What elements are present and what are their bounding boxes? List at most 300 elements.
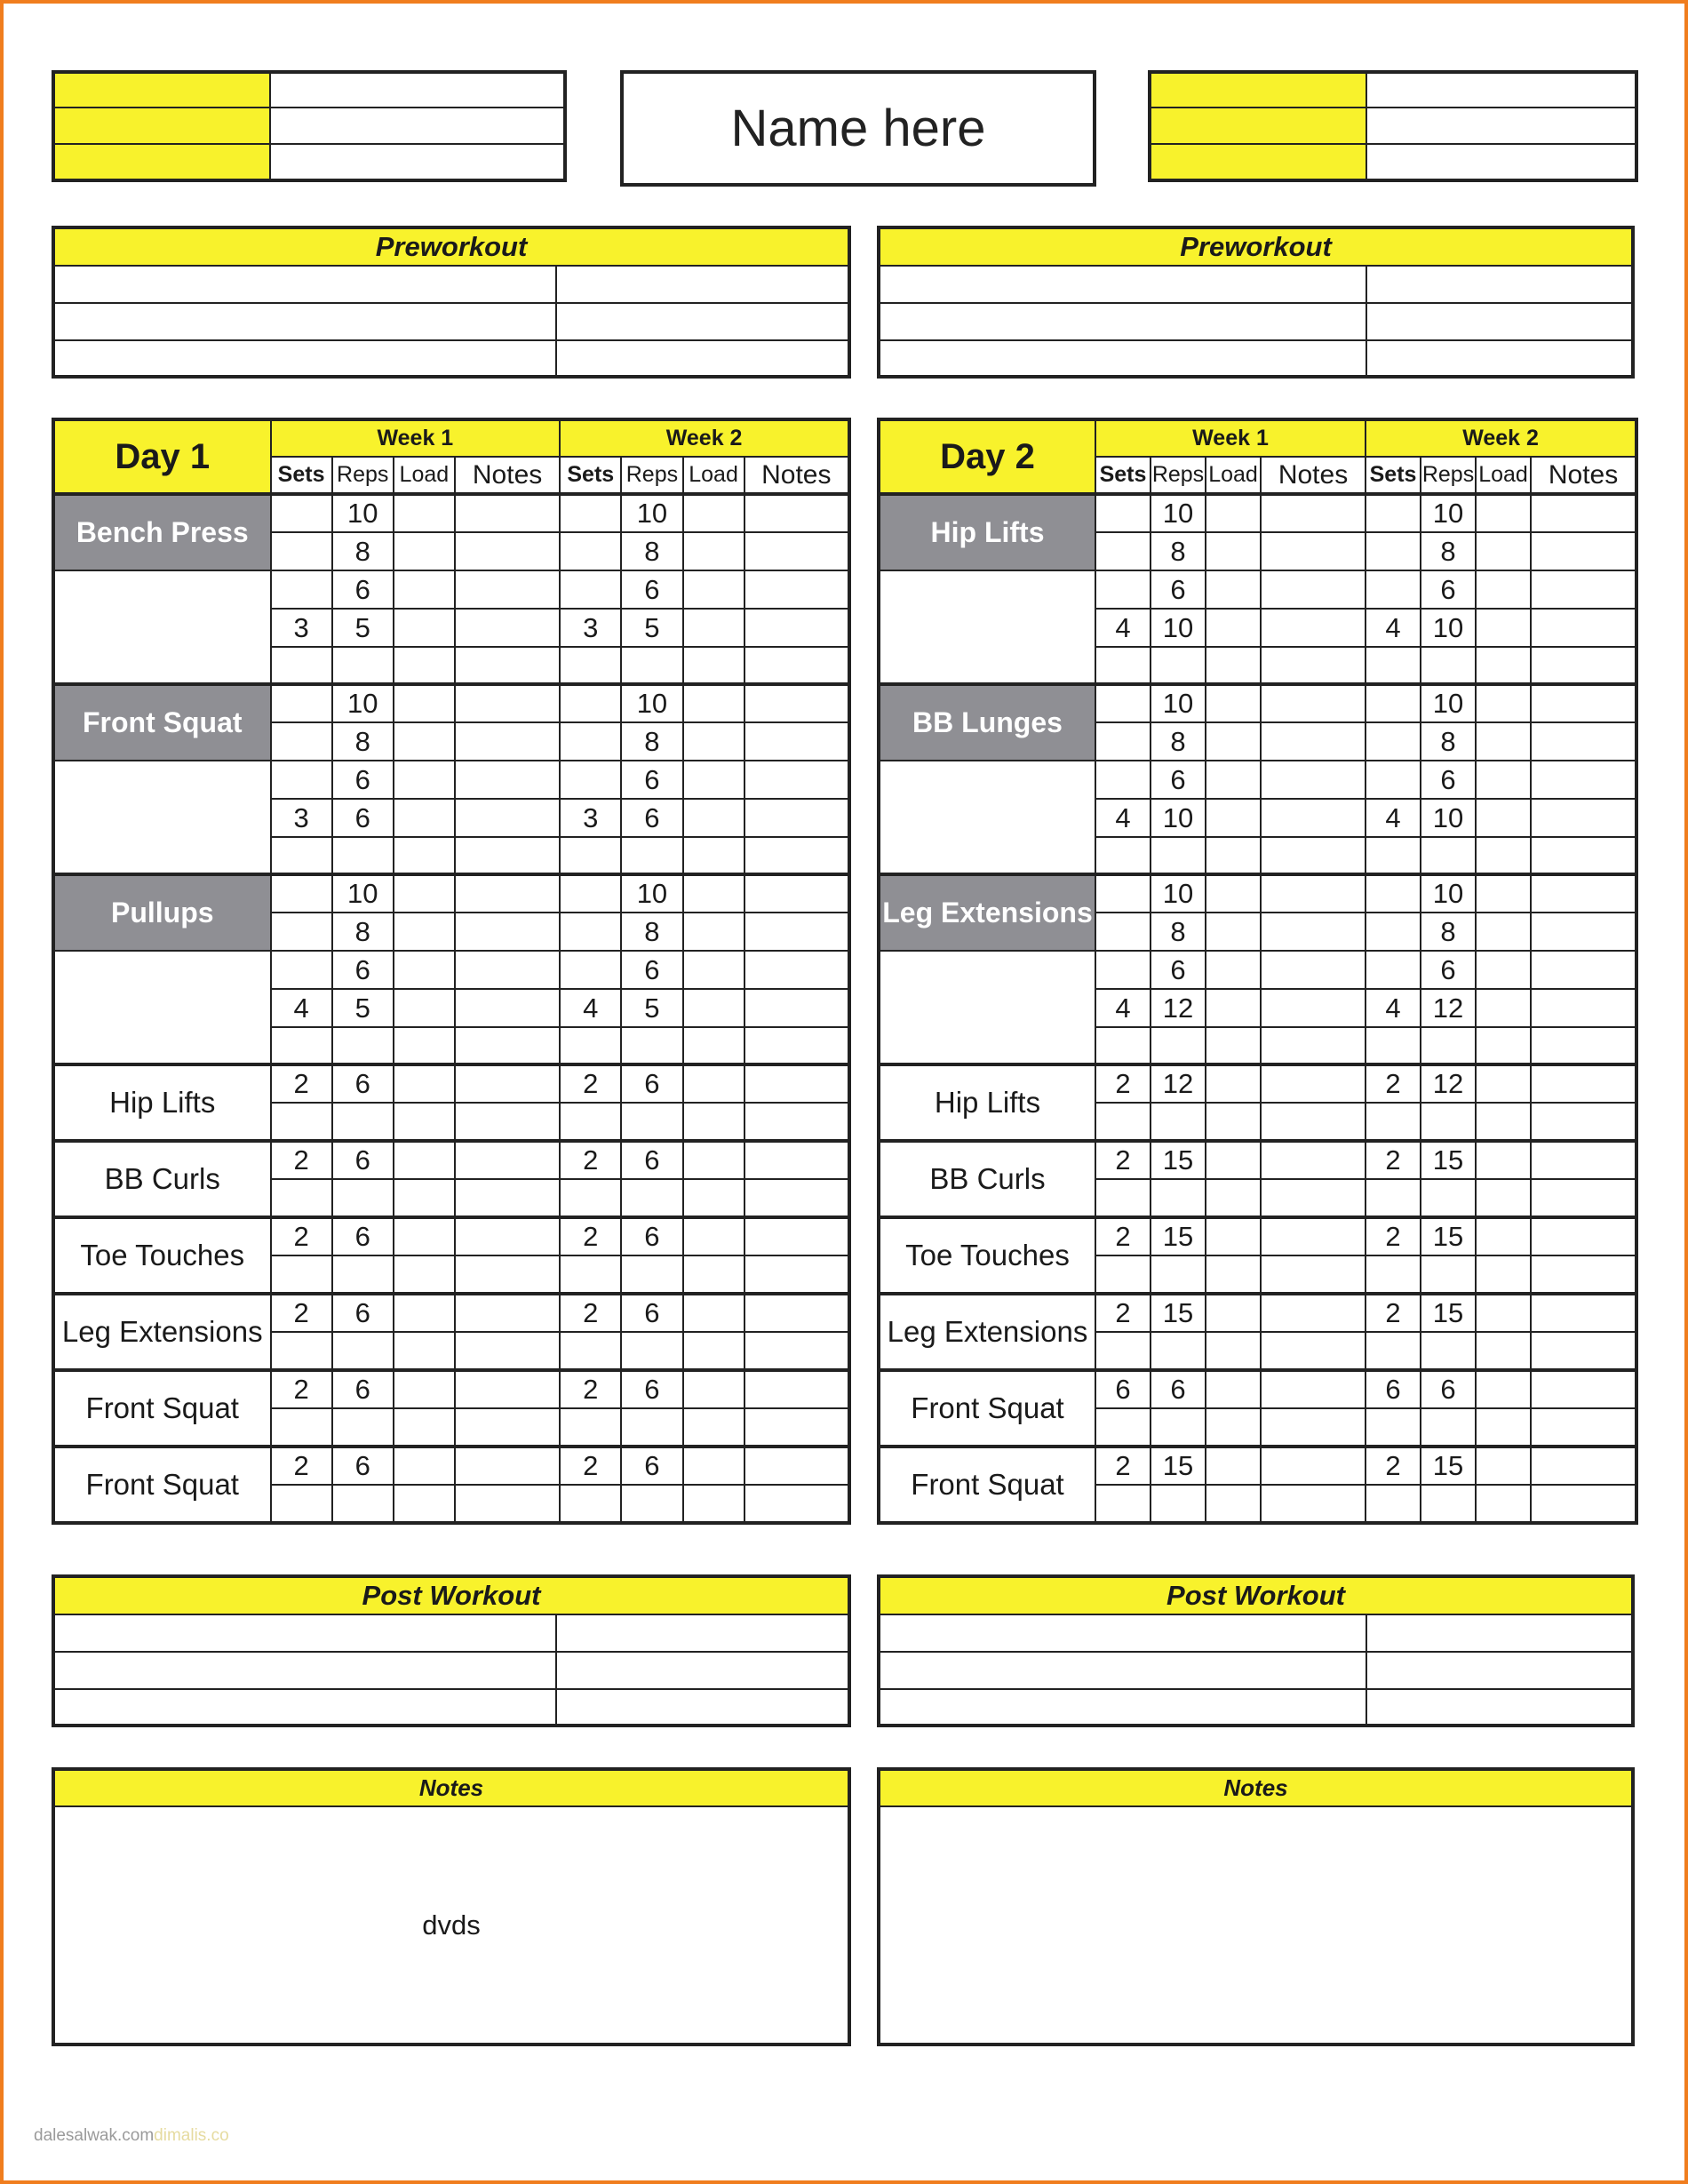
load-cell[interactable] bbox=[394, 799, 455, 837]
reps-cell[interactable] bbox=[621, 1332, 682, 1370]
load-cell[interactable] bbox=[1206, 1217, 1261, 1255]
reps-cell[interactable] bbox=[1421, 1027, 1476, 1064]
load-cell[interactable] bbox=[1206, 684, 1261, 722]
reps-cell[interactable]: 8 bbox=[1151, 722, 1206, 761]
main-exercise-name[interactable]: Leg Extensions bbox=[879, 874, 1095, 951]
sets-cell[interactable] bbox=[271, 684, 332, 722]
minor-exercise-name[interactable]: Hip Lifts bbox=[879, 1064, 1095, 1141]
reps-cell[interactable]: 6 bbox=[621, 1217, 682, 1255]
reps-cell[interactable]: 8 bbox=[621, 913, 682, 951]
sets-cell[interactable] bbox=[1095, 494, 1151, 532]
reps-cell[interactable]: 10 bbox=[1421, 874, 1476, 913]
reps-cell[interactable] bbox=[621, 1179, 682, 1217]
main-exercise-blank[interactable] bbox=[53, 570, 271, 684]
reps-cell[interactable] bbox=[1151, 1179, 1206, 1217]
load-cell[interactable] bbox=[1206, 609, 1261, 647]
reps-cell[interactable]: 6 bbox=[332, 761, 394, 799]
sets-cell[interactable]: 2 bbox=[1095, 1447, 1151, 1485]
post-workout-cell[interactable] bbox=[53, 1614, 556, 1652]
reps-cell[interactable]: 6 bbox=[1151, 1370, 1206, 1408]
reps-cell[interactable]: 6 bbox=[1151, 951, 1206, 989]
minor-exercise-name[interactable]: Front Squat bbox=[879, 1370, 1095, 1447]
load-cell[interactable] bbox=[1476, 684, 1531, 722]
sets-cell[interactable] bbox=[1095, 913, 1151, 951]
notes-cell[interactable] bbox=[455, 722, 560, 761]
info-label-cell[interactable] bbox=[1150, 72, 1366, 108]
notes-cell[interactable] bbox=[1531, 1485, 1636, 1523]
notes-cell[interactable] bbox=[1531, 494, 1636, 532]
reps-cell[interactable]: 6 bbox=[1151, 570, 1206, 609]
sets-cell[interactable]: 2 bbox=[1366, 1141, 1421, 1179]
load-cell[interactable] bbox=[394, 1103, 455, 1141]
notes-cell[interactable] bbox=[744, 1179, 849, 1217]
reps-cell[interactable] bbox=[1421, 1103, 1476, 1141]
notes-cell[interactable] bbox=[744, 1408, 849, 1447]
reps-cell[interactable]: 15 bbox=[1421, 1141, 1476, 1179]
sets-cell[interactable]: 4 bbox=[1095, 799, 1151, 837]
sets-cell[interactable] bbox=[560, 874, 621, 913]
sets-cell[interactable]: 2 bbox=[271, 1217, 332, 1255]
load-cell[interactable] bbox=[683, 1332, 744, 1370]
preworkout-cell[interactable] bbox=[53, 303, 556, 340]
load-cell[interactable] bbox=[394, 1141, 455, 1179]
reps-cell[interactable] bbox=[1421, 1408, 1476, 1447]
post-workout-cell[interactable] bbox=[556, 1614, 849, 1652]
reps-cell[interactable] bbox=[1151, 1332, 1206, 1370]
reps-cell[interactable] bbox=[332, 1485, 394, 1523]
post-workout-cell[interactable] bbox=[1366, 1689, 1633, 1726]
reps-cell[interactable]: 6 bbox=[621, 1294, 682, 1332]
sets-cell[interactable] bbox=[1366, 837, 1421, 874]
load-cell[interactable] bbox=[394, 1027, 455, 1064]
reps-cell[interactable]: 12 bbox=[1151, 1064, 1206, 1103]
sets-cell[interactable] bbox=[1366, 494, 1421, 532]
sets-cell[interactable] bbox=[1366, 570, 1421, 609]
notes-cell[interactable] bbox=[1531, 1255, 1636, 1294]
load-cell[interactable] bbox=[1206, 1064, 1261, 1103]
sets-cell[interactable] bbox=[1366, 761, 1421, 799]
notes-cell[interactable] bbox=[1531, 1447, 1636, 1485]
load-cell[interactable] bbox=[394, 494, 455, 532]
sets-cell[interactable] bbox=[1095, 1027, 1151, 1064]
main-exercise-name[interactable]: Front Squat bbox=[53, 684, 271, 761]
notes-cell[interactable] bbox=[455, 1485, 560, 1523]
reps-cell[interactable] bbox=[1151, 1103, 1206, 1141]
sets-cell[interactable] bbox=[1366, 532, 1421, 570]
load-cell[interactable] bbox=[394, 761, 455, 799]
sets-cell[interactable]: 2 bbox=[560, 1141, 621, 1179]
reps-cell[interactable]: 8 bbox=[621, 532, 682, 570]
load-cell[interactable] bbox=[1206, 1103, 1261, 1141]
sets-cell[interactable] bbox=[560, 1179, 621, 1217]
reps-cell[interactable]: 6 bbox=[332, 1447, 394, 1485]
reps-cell[interactable]: 15 bbox=[1421, 1217, 1476, 1255]
notes-cell[interactable] bbox=[744, 532, 849, 570]
sets-cell[interactable] bbox=[271, 532, 332, 570]
reps-cell[interactable] bbox=[1421, 647, 1476, 684]
notes-cell[interactable] bbox=[1531, 570, 1636, 609]
sets-cell[interactable] bbox=[1095, 1408, 1151, 1447]
reps-cell[interactable] bbox=[332, 647, 394, 684]
notes-cell[interactable] bbox=[744, 494, 849, 532]
sets-cell[interactable]: 2 bbox=[560, 1294, 621, 1332]
sets-cell[interactable] bbox=[560, 837, 621, 874]
reps-cell[interactable]: 6 bbox=[332, 1064, 394, 1103]
sets-cell[interactable]: 3 bbox=[560, 609, 621, 647]
notes-cell[interactable] bbox=[744, 1217, 849, 1255]
notes-cell[interactable] bbox=[744, 570, 849, 609]
reps-cell[interactable]: 10 bbox=[1151, 609, 1206, 647]
minor-exercise-name[interactable]: BB Curls bbox=[53, 1141, 271, 1217]
load-cell[interactable] bbox=[1206, 913, 1261, 951]
load-cell[interactable] bbox=[394, 1217, 455, 1255]
notes-cell[interactable] bbox=[1261, 799, 1366, 837]
notes-cell[interactable] bbox=[1261, 1027, 1366, 1064]
sets-cell[interactable] bbox=[560, 1255, 621, 1294]
load-cell[interactable] bbox=[683, 1370, 744, 1408]
load-cell[interactable] bbox=[1206, 494, 1261, 532]
load-cell[interactable] bbox=[1476, 647, 1531, 684]
load-cell[interactable] bbox=[1206, 761, 1261, 799]
reps-cell[interactable]: 12 bbox=[1421, 989, 1476, 1027]
load-cell[interactable] bbox=[1476, 609, 1531, 647]
info-label-cell[interactable] bbox=[53, 144, 270, 180]
sets-cell[interactable] bbox=[1366, 1485, 1421, 1523]
notes-cell[interactable] bbox=[1261, 989, 1366, 1027]
reps-cell[interactable] bbox=[1151, 837, 1206, 874]
reps-cell[interactable]: 6 bbox=[1421, 951, 1476, 989]
notes-cell[interactable] bbox=[744, 1485, 849, 1523]
load-cell[interactable] bbox=[1206, 1332, 1261, 1370]
reps-cell[interactable]: 5 bbox=[332, 609, 394, 647]
reps-cell[interactable]: 10 bbox=[621, 494, 682, 532]
reps-cell[interactable]: 6 bbox=[332, 799, 394, 837]
notes-cell[interactable] bbox=[1261, 532, 1366, 570]
post-workout-cell[interactable] bbox=[53, 1652, 556, 1689]
notes-cell[interactable] bbox=[455, 1255, 560, 1294]
reps-cell[interactable]: 8 bbox=[332, 532, 394, 570]
sets-cell[interactable] bbox=[560, 1332, 621, 1370]
sets-cell[interactable]: 2 bbox=[1095, 1141, 1151, 1179]
load-cell[interactable] bbox=[394, 1485, 455, 1523]
minor-exercise-name[interactable]: Toe Touches bbox=[879, 1217, 1095, 1294]
sets-cell[interactable] bbox=[560, 1027, 621, 1064]
load-cell[interactable] bbox=[394, 1064, 455, 1103]
notes-cell[interactable] bbox=[744, 1294, 849, 1332]
sets-cell[interactable] bbox=[560, 570, 621, 609]
load-cell[interactable] bbox=[683, 684, 744, 722]
reps-cell[interactable] bbox=[332, 1408, 394, 1447]
load-cell[interactable] bbox=[394, 684, 455, 722]
reps-cell[interactable] bbox=[621, 837, 682, 874]
notes-cell[interactable] bbox=[1261, 874, 1366, 913]
sets-cell[interactable]: 6 bbox=[1095, 1370, 1151, 1408]
sets-cell[interactable] bbox=[1366, 1332, 1421, 1370]
info-value-cell[interactable] bbox=[1366, 72, 1636, 108]
reps-cell[interactable] bbox=[621, 1027, 682, 1064]
sets-cell[interactable]: 4 bbox=[1366, 989, 1421, 1027]
sets-cell[interactable] bbox=[560, 1408, 621, 1447]
notes-cell[interactable] bbox=[744, 989, 849, 1027]
sets-cell[interactable]: 2 bbox=[1095, 1064, 1151, 1103]
load-cell[interactable] bbox=[1206, 722, 1261, 761]
main-exercise-blank[interactable] bbox=[53, 761, 271, 874]
notes-cell[interactable] bbox=[1531, 722, 1636, 761]
notes-cell[interactable] bbox=[455, 1103, 560, 1141]
sets-cell[interactable]: 3 bbox=[271, 799, 332, 837]
notes-cell[interactable] bbox=[744, 1064, 849, 1103]
load-cell[interactable] bbox=[1206, 1447, 1261, 1485]
preworkout-cell[interactable] bbox=[53, 266, 556, 303]
sets-cell[interactable] bbox=[560, 1103, 621, 1141]
reps-cell[interactable] bbox=[332, 1179, 394, 1217]
sets-cell[interactable]: 4 bbox=[1095, 989, 1151, 1027]
notes-cell[interactable] bbox=[455, 494, 560, 532]
notes-body[interactable] bbox=[879, 1806, 1633, 2045]
sets-cell[interactable]: 2 bbox=[271, 1294, 332, 1332]
load-cell[interactable] bbox=[683, 1217, 744, 1255]
info-value-cell[interactable] bbox=[270, 144, 565, 180]
sets-cell[interactable]: 2 bbox=[560, 1217, 621, 1255]
reps-cell[interactable]: 10 bbox=[1151, 684, 1206, 722]
sets-cell[interactable]: 4 bbox=[1366, 799, 1421, 837]
reps-cell[interactable]: 8 bbox=[621, 722, 682, 761]
reps-cell[interactable]: 15 bbox=[1421, 1294, 1476, 1332]
sets-cell[interactable] bbox=[560, 494, 621, 532]
reps-cell[interactable] bbox=[1421, 1485, 1476, 1523]
load-cell[interactable] bbox=[1206, 799, 1261, 837]
info-value-cell[interactable] bbox=[270, 72, 565, 108]
load-cell[interactable] bbox=[394, 570, 455, 609]
sets-cell[interactable] bbox=[560, 684, 621, 722]
load-cell[interactable] bbox=[1476, 1255, 1531, 1294]
notes-cell[interactable] bbox=[1261, 1217, 1366, 1255]
notes-cell[interactable] bbox=[744, 761, 849, 799]
notes-cell[interactable] bbox=[744, 1103, 849, 1141]
preworkout-cell[interactable] bbox=[1366, 266, 1633, 303]
reps-cell[interactable]: 10 bbox=[1151, 799, 1206, 837]
notes-cell[interactable] bbox=[455, 532, 560, 570]
notes-cell[interactable] bbox=[744, 913, 849, 951]
notes-cell[interactable] bbox=[455, 1370, 560, 1408]
load-cell[interactable] bbox=[683, 532, 744, 570]
preworkout-cell[interactable] bbox=[556, 340, 849, 377]
load-cell[interactable] bbox=[1476, 1408, 1531, 1447]
reps-cell[interactable]: 15 bbox=[1151, 1294, 1206, 1332]
reps-cell[interactable]: 6 bbox=[621, 1064, 682, 1103]
load-cell[interactable] bbox=[1476, 1370, 1531, 1408]
sets-cell[interactable] bbox=[1366, 951, 1421, 989]
sets-cell[interactable] bbox=[560, 532, 621, 570]
preworkout-cell[interactable] bbox=[879, 340, 1366, 377]
load-cell[interactable] bbox=[1476, 1027, 1531, 1064]
sets-cell[interactable] bbox=[1095, 722, 1151, 761]
sets-cell[interactable] bbox=[560, 913, 621, 951]
reps-cell[interactable]: 6 bbox=[332, 1217, 394, 1255]
load-cell[interactable] bbox=[394, 837, 455, 874]
reps-cell[interactable]: 6 bbox=[621, 951, 682, 989]
notes-cell[interactable] bbox=[1531, 799, 1636, 837]
notes-cell[interactable] bbox=[1261, 913, 1366, 951]
sets-cell[interactable] bbox=[1366, 1408, 1421, 1447]
reps-cell[interactable]: 15 bbox=[1421, 1447, 1476, 1485]
info-value-cell[interactable] bbox=[1366, 144, 1636, 180]
load-cell[interactable] bbox=[1476, 722, 1531, 761]
preworkout-cell[interactable] bbox=[556, 266, 849, 303]
sets-cell[interactable] bbox=[1095, 1485, 1151, 1523]
info-label-cell[interactable] bbox=[53, 108, 270, 144]
load-cell[interactable] bbox=[394, 951, 455, 989]
reps-cell[interactable]: 8 bbox=[332, 913, 394, 951]
notes-cell[interactable] bbox=[1531, 1103, 1636, 1141]
preworkout-cell[interactable] bbox=[879, 266, 1366, 303]
sets-cell[interactable] bbox=[271, 1103, 332, 1141]
load-cell[interactable] bbox=[1206, 874, 1261, 913]
sets-cell[interactable]: 4 bbox=[1366, 609, 1421, 647]
notes-cell[interactable] bbox=[455, 1408, 560, 1447]
load-cell[interactable] bbox=[683, 837, 744, 874]
notes-cell[interactable] bbox=[1261, 1447, 1366, 1485]
main-exercise-blank[interactable] bbox=[53, 951, 271, 1064]
notes-cell[interactable] bbox=[744, 1141, 849, 1179]
load-cell[interactable] bbox=[1206, 532, 1261, 570]
sets-cell[interactable] bbox=[1366, 913, 1421, 951]
sets-cell[interactable]: 2 bbox=[271, 1447, 332, 1485]
reps-cell[interactable] bbox=[1151, 1408, 1206, 1447]
reps-cell[interactable] bbox=[621, 1103, 682, 1141]
load-cell[interactable] bbox=[1206, 1179, 1261, 1217]
notes-cell[interactable] bbox=[1261, 1370, 1366, 1408]
load-cell[interactable] bbox=[1206, 1255, 1261, 1294]
sets-cell[interactable] bbox=[1095, 647, 1151, 684]
sets-cell[interactable]: 6 bbox=[1366, 1370, 1421, 1408]
notes-cell[interactable] bbox=[1261, 609, 1366, 647]
post-workout-cell[interactable] bbox=[879, 1652, 1366, 1689]
notes-cell[interactable] bbox=[744, 799, 849, 837]
sets-cell[interactable]: 4 bbox=[1095, 609, 1151, 647]
load-cell[interactable] bbox=[1476, 1294, 1531, 1332]
sets-cell[interactable] bbox=[271, 837, 332, 874]
preworkout-cell[interactable] bbox=[1366, 340, 1633, 377]
sets-cell[interactable]: 2 bbox=[271, 1064, 332, 1103]
main-exercise-blank[interactable] bbox=[879, 951, 1095, 1064]
sets-cell[interactable] bbox=[1366, 1179, 1421, 1217]
reps-cell[interactable] bbox=[1421, 1255, 1476, 1294]
reps-cell[interactable]: 10 bbox=[1421, 494, 1476, 532]
sets-cell[interactable]: 2 bbox=[560, 1064, 621, 1103]
preworkout-cell[interactable] bbox=[1366, 303, 1633, 340]
sets-cell[interactable] bbox=[560, 951, 621, 989]
main-exercise-name[interactable]: BB Lunges bbox=[879, 684, 1095, 761]
main-exercise-blank[interactable] bbox=[879, 761, 1095, 874]
notes-cell[interactable] bbox=[744, 951, 849, 989]
notes-cell[interactable] bbox=[455, 1179, 560, 1217]
sets-cell[interactable] bbox=[1095, 570, 1151, 609]
notes-cell[interactable] bbox=[1261, 1485, 1366, 1523]
load-cell[interactable] bbox=[1206, 989, 1261, 1027]
minor-exercise-name[interactable]: Leg Extensions bbox=[53, 1294, 271, 1370]
notes-cell[interactable] bbox=[455, 1447, 560, 1485]
load-cell[interactable] bbox=[1206, 837, 1261, 874]
load-cell[interactable] bbox=[1476, 761, 1531, 799]
notes-cell[interactable] bbox=[1261, 1179, 1366, 1217]
reps-cell[interactable]: 10 bbox=[621, 874, 682, 913]
sets-cell[interactable] bbox=[271, 570, 332, 609]
notes-cell[interactable] bbox=[455, 570, 560, 609]
sets-cell[interactable] bbox=[1095, 874, 1151, 913]
preworkout-cell[interactable] bbox=[53, 340, 556, 377]
reps-cell[interactable]: 8 bbox=[1421, 722, 1476, 761]
notes-cell[interactable] bbox=[744, 874, 849, 913]
load-cell[interactable] bbox=[1476, 1485, 1531, 1523]
notes-cell[interactable] bbox=[1261, 494, 1366, 532]
load-cell[interactable] bbox=[683, 989, 744, 1027]
notes-cell[interactable] bbox=[744, 1370, 849, 1408]
notes-cell[interactable] bbox=[455, 951, 560, 989]
load-cell[interactable] bbox=[1206, 647, 1261, 684]
notes-cell[interactable] bbox=[1531, 684, 1636, 722]
info-value-cell[interactable] bbox=[270, 108, 565, 144]
notes-cell[interactable] bbox=[1531, 1370, 1636, 1408]
reps-cell[interactable]: 10 bbox=[332, 874, 394, 913]
load-cell[interactable] bbox=[1476, 1179, 1531, 1217]
load-cell[interactable] bbox=[683, 1485, 744, 1523]
notes-cell[interactable] bbox=[744, 837, 849, 874]
sets-cell[interactable]: 2 bbox=[1095, 1294, 1151, 1332]
load-cell[interactable] bbox=[394, 1294, 455, 1332]
sets-cell[interactable] bbox=[560, 761, 621, 799]
notes-cell[interactable] bbox=[455, 989, 560, 1027]
sets-cell[interactable] bbox=[1095, 1179, 1151, 1217]
reps-cell[interactable]: 10 bbox=[1421, 799, 1476, 837]
sets-cell[interactable] bbox=[560, 1485, 621, 1523]
info-label-cell[interactable] bbox=[1150, 144, 1366, 180]
reps-cell[interactable] bbox=[332, 1332, 394, 1370]
post-workout-cell[interactable] bbox=[879, 1689, 1366, 1726]
main-exercise-name[interactable]: Pullups bbox=[53, 874, 271, 951]
reps-cell[interactable] bbox=[621, 1485, 682, 1523]
load-cell[interactable] bbox=[683, 570, 744, 609]
sets-cell[interactable]: 2 bbox=[560, 1447, 621, 1485]
notes-cell[interactable] bbox=[744, 1027, 849, 1064]
reps-cell[interactable]: 6 bbox=[621, 761, 682, 799]
reps-cell[interactable] bbox=[332, 1027, 394, 1064]
sets-cell[interactable] bbox=[1366, 1103, 1421, 1141]
reps-cell[interactable]: 6 bbox=[621, 1447, 682, 1485]
notes-cell[interactable] bbox=[455, 1027, 560, 1064]
reps-cell[interactable] bbox=[1421, 1332, 1476, 1370]
sets-cell[interactable] bbox=[1095, 761, 1151, 799]
notes-cell[interactable] bbox=[1261, 1064, 1366, 1103]
load-cell[interactable] bbox=[683, 1103, 744, 1141]
reps-cell[interactable]: 6 bbox=[621, 570, 682, 609]
sets-cell[interactable] bbox=[271, 722, 332, 761]
notes-cell[interactable] bbox=[455, 609, 560, 647]
main-exercise-name[interactable]: Bench Press bbox=[53, 494, 271, 570]
notes-cell[interactable] bbox=[744, 609, 849, 647]
notes-cell[interactable] bbox=[1261, 837, 1366, 874]
load-cell[interactable] bbox=[394, 1179, 455, 1217]
main-exercise-name[interactable]: Hip Lifts bbox=[879, 494, 1095, 570]
load-cell[interactable] bbox=[683, 874, 744, 913]
notes-cell[interactable] bbox=[455, 647, 560, 684]
notes-cell[interactable] bbox=[455, 1217, 560, 1255]
post-workout-cell[interactable] bbox=[879, 1614, 1366, 1652]
load-cell[interactable] bbox=[1476, 1447, 1531, 1485]
reps-cell[interactable] bbox=[1151, 1027, 1206, 1064]
notes-cell[interactable] bbox=[455, 837, 560, 874]
notes-cell[interactable] bbox=[455, 1064, 560, 1103]
